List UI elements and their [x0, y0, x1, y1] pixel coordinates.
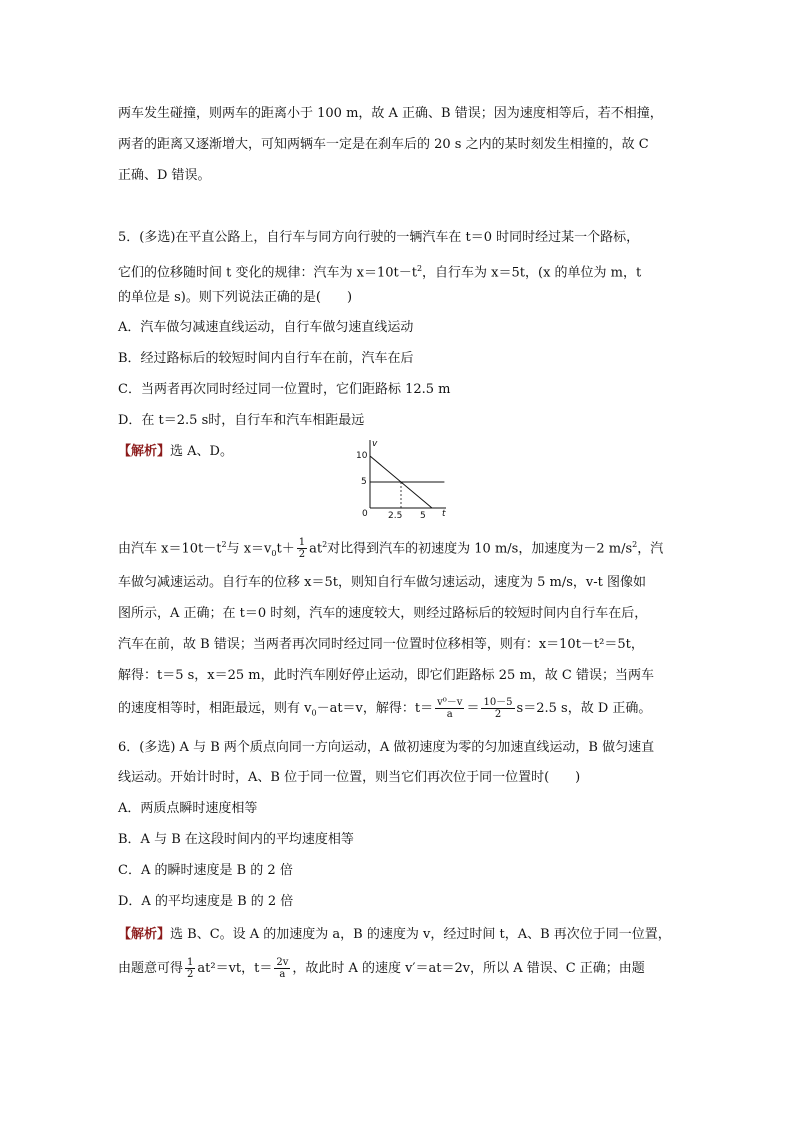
option-a: A．两质点瞬时速度相等 — [118, 801, 258, 816]
t-axis-label: t — [442, 509, 446, 519]
text-line: 两车发生碰撞，则两车的距离小于 100 m，故 A 正确、B 错误；因为速度相等后，若不相撞， — [118, 106, 663, 121]
text-fragment: at — [309, 541, 323, 557]
fraction-half — [185, 957, 195, 980]
text-fragment: 对比得到汽车的初速度为 10 m/s，加速度为－2 m/s — [327, 541, 633, 557]
option-a: A．汽车做匀减速直线运动，自行车做匀速直线运动 — [118, 320, 414, 335]
superscript: 2 — [632, 540, 638, 549]
text-fragment: 与 x＝v — [226, 541, 272, 557]
question-5-stem — [118, 259, 641, 283]
analysis-line — [118, 697, 651, 724]
superscript: 2 — [221, 540, 227, 549]
text-fragment: －at＝v，解得：t＝ — [316, 701, 434, 716]
denominator: 2 — [298, 549, 306, 561]
denominator: a — [446, 709, 453, 720]
origin-label: 0 — [362, 509, 368, 519]
analysis-line: 汽车在前，故 B 错误；当两者再次同时经过同一位置时位移相等，则有：x＝10t－t²＝5t， — [118, 637, 644, 652]
subscript: 0 — [271, 548, 277, 558]
fraction-2v-over-a — [274, 957, 290, 980]
subscript: 0 — [311, 708, 317, 718]
text-fragment: ，汽 — [637, 541, 664, 557]
numerator: v⁰－v — [437, 697, 463, 708]
option-b: B．A 与 B 在这段时间内的平均速度相等 — [118, 832, 354, 847]
text-fragment: 由汽车 x＝10t－t — [118, 541, 222, 557]
analysis-text: 选 A、D。 — [170, 444, 233, 459]
y-tick-label: 5 — [361, 477, 367, 487]
denominator: 2 — [494, 709, 502, 720]
question-6-stem: 线运动。开始计时时，A、B 位于同一位置，则当它们再次位于同一位置时( ) — [118, 770, 581, 785]
text-fragment: ＝ — [466, 701, 480, 716]
fraction-t — [435, 697, 464, 720]
analysis-text: 选 B、C。设 A 的加速度为 a，B 的速度为 v，经过时间 t，A、B 再次位于同一位置， — [170, 927, 671, 942]
text-fragment: s＝2.5 s，故 D 正确。 — [516, 701, 652, 716]
superscript: 2 — [416, 264, 423, 273]
text-line: 两者的距离又逐渐增大，可知两辆车一定是在刹车后的 20 s 之内的某时刻发生相撞的，故 C — [118, 137, 649, 152]
option-b: B．经过路标后的较短时间内自行车在前，汽车在后 — [118, 351, 414, 366]
text-fragment: 的速度相等时，相距最远，则有 v — [118, 701, 312, 716]
text-fragment: 它们的位移随时间 t 变化的规律：汽车为 x＝10t－t — [118, 265, 417, 281]
analysis-5 — [118, 442, 233, 462]
question-5-stem: 5．(多选)在平直公路上，自行车与同方向行驶的一辆汽车在 t＝0 时同时经过某一个路标， — [118, 230, 640, 245]
analysis-tag: 【解析】 — [118, 444, 171, 459]
text-fragment: ，故此时 A 的速度 v′＝at＝2v，所以 A 错误、C 正确；由题 — [292, 961, 645, 976]
analysis-tag: 【解析】 — [118, 927, 171, 942]
analysis-line: 解得：t＝5 s，x＝25 m，此时汽车刚好停止运动，即它们距路标 25 m，故 C 错误；当两车 — [118, 668, 654, 683]
numerator: 10－5 — [483, 697, 513, 708]
numerator: 1 — [187, 957, 194, 968]
x-tick-label: 2.5 — [388, 511, 403, 520]
analysis-6 — [118, 925, 671, 945]
text-fragment: t＋ — [276, 541, 295, 557]
superscript: 2 — [322, 540, 328, 549]
y-tick-label: 10 — [356, 451, 368, 461]
denominator: 2 — [187, 969, 194, 980]
fraction-half — [297, 537, 307, 560]
analysis-line — [118, 957, 645, 980]
option-d: D．A 的平均速度是 B 的 2 倍 — [118, 894, 294, 909]
question-5-stem: 的单位是 s)。则下列说法正确的是( ) — [118, 290, 353, 305]
option-c: C．A 的瞬时速度是 B 的 2 倍 — [118, 863, 293, 878]
text-fragment: at²＝vt，t＝ — [197, 961, 273, 976]
analysis-line: 车做匀减速运动。自行车的位移 x＝5t，则知自行车做匀速运动，速度为 5 m/s，v-t 图像如 — [118, 575, 646, 590]
text-line: 正确、D 错误。 — [118, 168, 211, 183]
vt-graph — [350, 436, 450, 520]
analysis-line: 图所示，A 正确；在 t＝0 时刻，汽车的速度较大，则经过路标后的较短时间内自行车在后， — [118, 606, 648, 621]
text-fragment: 由题意可得 — [118, 961, 184, 976]
fraction-numbers — [481, 697, 514, 720]
numerator: 2v — [276, 957, 289, 968]
text-fragment: ，自行车为 x＝5t，(x 的单位为 m，t — [422, 265, 642, 281]
question-6-stem: 6．(多选) A 与 B 两个质点向同一方向运动，A 做初速度为零的匀加速直线运动，B 做匀速直 — [118, 740, 655, 755]
denominator: a — [279, 969, 286, 980]
x-tick-label: 5 — [420, 511, 426, 520]
analysis-line — [118, 535, 663, 564]
option-d: D．在 t＝2.5 s时，自行车和汽车相距最远 — [118, 413, 365, 428]
numerator: 1 — [298, 537, 306, 549]
v-axis-label: v — [372, 439, 378, 449]
option-c: C．当两者再次同时经过同一位置时，它们距路标 12.5 m — [118, 382, 451, 397]
